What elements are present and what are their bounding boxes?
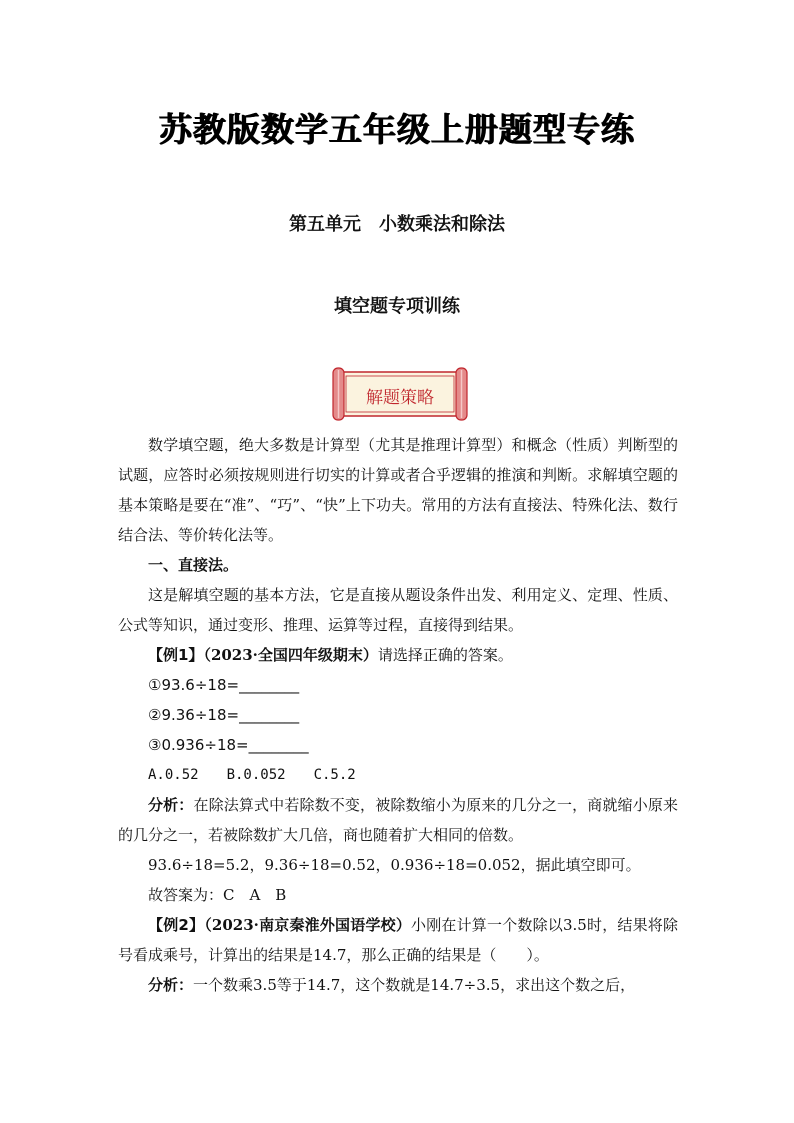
unit-title: 第五单元 小数乘法和除法 <box>289 214 505 235</box>
example1-calc: 93.6÷18=5.2，9.36÷18=0.52，0.936÷18=0.052，据此填空即可。 <box>148 856 641 874</box>
example2-source: （2023·南京秦淮外国语学校） <box>204 916 412 934</box>
section-title: 填空题专项训练 <box>334 296 460 317</box>
strategy-banner <box>330 366 470 422</box>
example2-analysis-text: 一个数乘3.5等于14.7，这个数就是14.7÷3.5，求出这个数之后， <box>193 976 636 994</box>
example1-answer: 故答案为：C A B <box>148 886 287 904</box>
document-body <box>118 430 678 1000</box>
example1-item-3: ③0.936÷18=________ <box>148 736 309 754</box>
example1-analysis <box>118 790 678 850</box>
example1-header <box>118 640 678 670</box>
example2-label: 【例2】 <box>148 916 205 934</box>
method1-heading: 一、直接法。 <box>148 556 239 574</box>
example2-analysis-label: 分析： <box>148 976 194 994</box>
example1-source: （2023·全国四年级期末） <box>203 646 378 664</box>
page-title: 苏教版数学五年级上册题型专练 <box>159 110 635 149</box>
example1-item-1: ①93.6÷18=________ <box>148 676 300 694</box>
intro-paragraph: 数学填空题，绝大多数是计算型（尤其是推理计算型）和概念（性质）判断型的试题，应答时必须按规则进行切实的计算或者合乎逻辑的推演和判断。求解填空题的基本策略是要在“准”、“巧”、“快”上下功夫。常用的方法有直接法、特殊化法、数行结合法、等价转化法等。 <box>118 436 678 544</box>
example1-prompt: 请选择正确的答案。 <box>377 646 513 664</box>
example1-options: A.0.52 B.0.052 C.5.2 <box>148 767 356 783</box>
example2-header <box>118 910 678 970</box>
example1-item-2: ②9.36÷18=________ <box>148 706 300 724</box>
example2-analysis <box>118 970 678 1000</box>
banner-label: 解题策略 <box>366 388 434 408</box>
method1-description: 这是解填空题的基本方法，它是直接从题设条件出发、利用定义、定理、性质、公式等知识，通过变形、推理、运算等过程，直接得到结果。 <box>118 586 678 634</box>
example1-label: 【例1】 <box>148 646 204 664</box>
example1-analysis-text: 在除法算式中若除数不变，被除数缩小为原来的几分之一，商就缩小原来的几分之一，若被除数扩大几倍，商也随着扩大相同的倍数。 <box>118 796 678 844</box>
example2-prompt: 小刚在计算一个数除以3.5时，结果将除号看成乘号，计算出的结果是14.7，那么正确的结果是（ ）。 <box>118 916 678 964</box>
example1-analysis-label: 分析： <box>148 796 194 814</box>
